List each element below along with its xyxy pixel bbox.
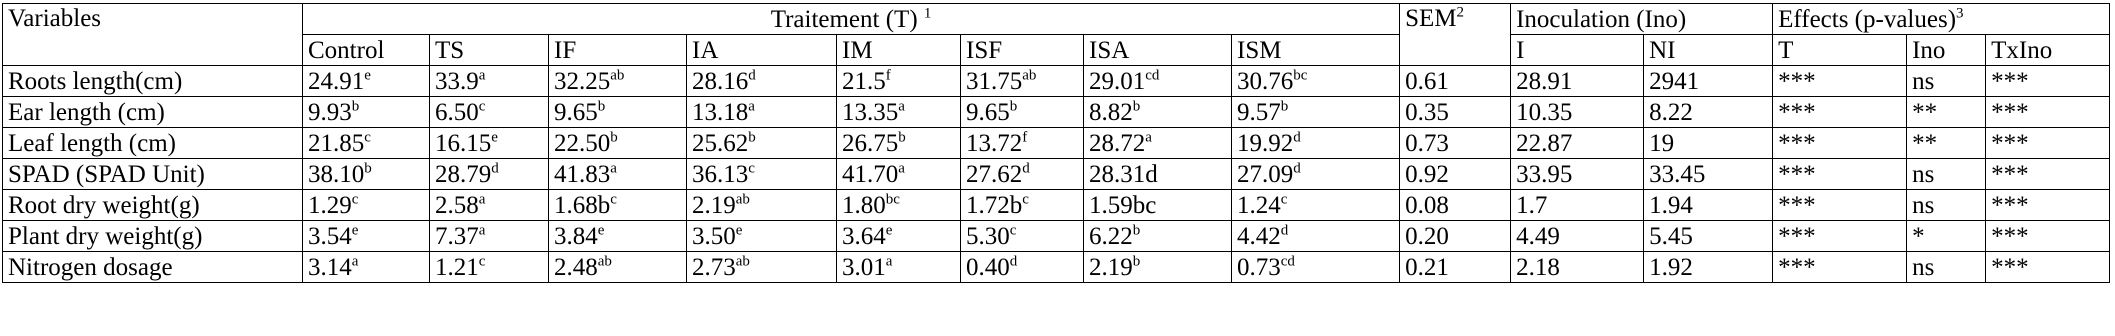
significance-letters: a	[898, 160, 905, 177]
effect-t-cell: ***	[1773, 221, 1907, 252]
significance-letters: a	[610, 160, 617, 177]
effect-txino-cell: ***	[1986, 252, 2110, 283]
col-header-ts: TS	[430, 35, 549, 66]
significance-letters: c	[478, 98, 486, 115]
treatment-mean: 41.83	[554, 160, 611, 188]
treatment-mean: 28.72	[1089, 129, 1146, 157]
significance-letters: c	[748, 160, 755, 177]
effects-footnote-marker: 3	[1956, 5, 1964, 22]
treatment-mean: 13.35	[842, 98, 899, 126]
col-header-effect-t: T	[1773, 35, 1907, 66]
effect-t-cell: ***	[1773, 159, 1907, 190]
treatment-mean: 5.30	[966, 222, 1010, 250]
significance-letters: a	[1145, 129, 1152, 146]
treatment-value-cell	[687, 97, 837, 128]
treatment-value-cell	[303, 252, 430, 283]
treatment-value-cell	[837, 97, 961, 128]
sem-cell: 0.35	[1400, 97, 1511, 128]
significance-letters: b	[1009, 98, 1018, 115]
treatment-group-label: Traitement (T)	[770, 5, 918, 33]
variables-header: Variables	[3, 4, 303, 66]
significance-letters: f	[885, 67, 891, 84]
treatment-mean: 3.01	[842, 253, 886, 281]
treatment-mean: 31.75	[966, 67, 1023, 95]
treatment-value-cell	[837, 66, 961, 97]
sem-footnote-marker: 2	[1456, 4, 1464, 21]
treatment-value-cell	[1084, 66, 1232, 97]
non-inoculated-cell: 19	[1644, 128, 1773, 159]
inoculated-cell: 33.95	[1511, 159, 1644, 190]
treatment-mean: 0.40	[966, 253, 1010, 281]
significance-letters: b	[1132, 98, 1141, 115]
treatment-value-cell	[687, 159, 837, 190]
treatment-mean: 3.14	[308, 253, 352, 281]
effects-group-header	[1773, 4, 2110, 35]
treatment-value-cell	[961, 66, 1084, 97]
inoculated-cell: 22.87	[1511, 128, 1644, 159]
treatment-value-cell	[687, 128, 837, 159]
significance-letters: d	[1022, 160, 1030, 177]
treatment-mean: 22.50	[554, 129, 611, 157]
treatment-value-cell	[303, 190, 430, 221]
treatment-mean: 9.65	[966, 98, 1010, 126]
header-row-2	[3, 35, 2110, 66]
treatment-mean: 41.70	[842, 160, 899, 188]
treatment-footnote-marker: 1	[923, 5, 932, 22]
significance-letters: a	[885, 253, 893, 270]
significance-letters: f	[1022, 129, 1028, 146]
treatment-mean: 2.19	[692, 191, 736, 219]
effect-txino-cell: ***	[1986, 66, 2110, 97]
sem-cell: 0.20	[1400, 221, 1511, 252]
significance-letters: c	[478, 253, 486, 270]
effect-ino-cell: **	[1907, 128, 1986, 159]
treatment-mean: 7.37	[435, 222, 479, 250]
treatment-mean: 1.29	[308, 191, 352, 219]
significance-letters: d	[1293, 129, 1301, 146]
treatment-value-cell	[1084, 252, 1232, 283]
significance-letters: a	[478, 67, 486, 84]
effect-ino-cell: ns	[1907, 190, 1986, 221]
effect-ino-cell: ns	[1907, 159, 1986, 190]
significance-letters: cd	[1145, 67, 1160, 84]
table-row	[3, 66, 2110, 97]
treatment-mean: 3.84	[554, 222, 598, 250]
inoculated-cell: 2.18	[1511, 252, 1644, 283]
effect-txino-cell: ***	[1986, 190, 2110, 221]
treatment-mean: 1.68b	[554, 191, 611, 219]
treatment-mean: 9.93	[308, 98, 352, 126]
treatment-value-cell	[687, 252, 837, 283]
treatment-value-cell	[549, 159, 687, 190]
treatment-value-cell	[1232, 252, 1400, 283]
col-header-isa: ISA	[1084, 35, 1232, 66]
header-row-1	[3, 4, 2110, 35]
treatment-group-header	[303, 4, 1400, 35]
treatment-value-cell	[961, 221, 1084, 252]
treatment-mean: 6.22	[1089, 222, 1133, 250]
treatment-mean: 25.62	[692, 129, 749, 157]
treatment-value-cell	[303, 159, 430, 190]
treatment-value-cell	[687, 66, 837, 97]
treatment-value-cell	[961, 128, 1084, 159]
sem-cell: 0.73	[1400, 128, 1511, 159]
significance-letters: b	[351, 98, 360, 115]
treatment-mean: 13.18	[692, 98, 749, 126]
non-inoculated-cell: 1.92	[1644, 252, 1773, 283]
treatment-value-cell	[687, 190, 837, 221]
effect-t-cell: ***	[1773, 252, 1907, 283]
treatment-value-cell	[549, 221, 687, 252]
significance-letters: b	[597, 98, 606, 115]
variable-cell: Plant dry weight(g)	[3, 221, 303, 252]
treatment-mean: 2.58	[435, 191, 479, 219]
sem-cell: 0.21	[1400, 252, 1511, 283]
effect-ino-cell: ns	[1907, 66, 1986, 97]
col-header-ism: ISM	[1232, 35, 1400, 66]
treatment-value-cell	[303, 221, 430, 252]
treatment-value-cell	[837, 190, 961, 221]
significance-letters: b	[364, 160, 372, 177]
significance-letters: ab	[1022, 67, 1037, 84]
significance-letters: a	[898, 98, 905, 115]
treatment-mean: 28.16	[692, 67, 749, 95]
treatment-mean: 33.9	[435, 67, 479, 95]
effect-t-cell: ***	[1773, 190, 1907, 221]
significance-letters: ab	[735, 253, 750, 270]
treatment-value-cell	[430, 66, 549, 97]
effect-t-cell: ***	[1773, 66, 1907, 97]
treatment-mean: 1.72b	[966, 191, 1023, 219]
treatment-value-cell	[837, 252, 961, 283]
treatment-value-cell	[837, 159, 961, 190]
treatment-value-cell	[1232, 221, 1400, 252]
treatment-value-cell	[1232, 128, 1400, 159]
treatment-value-cell	[549, 190, 687, 221]
variable-cell: Ear length (cm)	[3, 97, 303, 128]
table-row	[3, 128, 2110, 159]
significance-letters: b	[1132, 253, 1141, 270]
significance-letters: e	[491, 129, 498, 146]
treatment-value-cell	[1084, 128, 1232, 159]
treatment-value-cell	[961, 97, 1084, 128]
treatment-mean: 4.42	[1237, 222, 1281, 250]
treatment-mean: 1.59bc	[1089, 191, 1157, 219]
treatment-mean: 27.09	[1237, 160, 1294, 188]
treatment-mean: 9.65	[554, 98, 598, 126]
significance-letters: bc	[1293, 67, 1308, 84]
treatment-mean: 13.72	[966, 129, 1023, 157]
significance-letters: d	[1280, 222, 1289, 239]
inoculated-cell: 4.49	[1511, 221, 1644, 252]
significance-letters: ab	[735, 191, 750, 208]
treatment-mean: 2.73	[692, 253, 736, 281]
significance-letters: b	[1132, 222, 1141, 239]
treatment-value-cell	[1084, 190, 1232, 221]
effect-txino-cell: ***	[1986, 97, 2110, 128]
treatment-value-cell	[1084, 159, 1232, 190]
col-header-i: I	[1511, 35, 1644, 66]
treatment-mean: 21.85	[308, 129, 365, 157]
significance-letters: c	[610, 191, 617, 208]
treatment-mean: 3.54	[308, 222, 352, 250]
variable-cell: Roots length(cm)	[3, 66, 303, 97]
col-header-ia: IA	[687, 35, 837, 66]
table-row	[3, 97, 2110, 128]
significance-letters: a	[478, 222, 486, 239]
significance-letters: d	[748, 67, 756, 84]
treatment-mean: 1.24	[1237, 191, 1281, 219]
treatment-mean: 1.21	[435, 253, 479, 281]
treatment-value-cell	[1232, 190, 1400, 221]
treatment-value-cell	[430, 221, 549, 252]
treatment-value-cell	[961, 252, 1084, 283]
effect-txino-cell: ***	[1986, 221, 2110, 252]
significance-letters: c	[1280, 191, 1288, 208]
treatment-mean: 9.57	[1237, 98, 1281, 126]
significance-letters: b	[610, 129, 618, 146]
effect-ino-cell: ns	[1907, 252, 1986, 283]
treatment-mean: 28.31d	[1089, 160, 1158, 188]
inoculated-cell: 28.91	[1511, 66, 1644, 97]
significance-letters: a	[351, 253, 359, 270]
significance-letters: b	[748, 129, 756, 146]
variable-cell: Leaf length (cm)	[3, 128, 303, 159]
significance-letters: e	[351, 222, 359, 239]
treatment-value-cell	[961, 159, 1084, 190]
significance-letters: c	[1022, 191, 1029, 208]
col-header-ni: NI	[1644, 35, 1773, 66]
sem-label: SEM	[1405, 5, 1457, 32]
significance-letters: ab	[597, 253, 612, 270]
treatment-value-cell	[961, 190, 1084, 221]
table-row	[3, 252, 2110, 283]
treatment-value-cell	[549, 252, 687, 283]
treatment-value-cell	[549, 66, 687, 97]
treatment-mean: 29.01	[1089, 67, 1146, 95]
treatment-value-cell	[303, 66, 430, 97]
treatment-value-cell	[430, 190, 549, 221]
treatment-mean: 8.82	[1089, 98, 1133, 126]
significance-letters: c	[364, 129, 371, 146]
col-header-control: Control	[303, 35, 430, 66]
treatment-value-cell	[430, 252, 549, 283]
treatment-value-cell	[1232, 159, 1400, 190]
inoculated-cell: 10.35	[1511, 97, 1644, 128]
treatment-value-cell	[1084, 221, 1232, 252]
treatment-mean: 30.76	[1237, 67, 1294, 95]
treatment-mean: 28.79	[435, 160, 492, 188]
treatment-value-cell	[1084, 97, 1232, 128]
table-body	[3, 66, 2110, 283]
non-inoculated-cell: 2941	[1644, 66, 1773, 97]
treatment-value-cell	[303, 128, 430, 159]
significance-letters: ab	[610, 67, 625, 84]
significance-letters: a	[748, 98, 755, 115]
treatment-mean: 24.91	[308, 67, 365, 95]
treatment-mean: 21.5	[842, 67, 886, 95]
significance-letters: b	[1280, 98, 1289, 115]
col-header-isf: ISF	[961, 35, 1084, 66]
col-header-im: IM	[837, 35, 961, 66]
treatment-mean: 38.10	[308, 160, 365, 188]
effect-txino-cell: ***	[1986, 128, 2110, 159]
significance-letters: bc	[885, 191, 900, 208]
treatment-value-cell	[687, 221, 837, 252]
significance-letters: c	[1009, 222, 1017, 239]
significance-letters: e	[364, 67, 371, 84]
non-inoculated-cell: 5.45	[1644, 221, 1773, 252]
col-header-effect-ino: Ino	[1907, 35, 1986, 66]
sem-cell: 0.92	[1400, 159, 1511, 190]
table-row	[3, 221, 2110, 252]
sem-header	[1400, 4, 1511, 66]
treatment-mean: 26.75	[842, 129, 899, 157]
effect-t-cell: ***	[1773, 97, 1907, 128]
treatment-mean: 0.73	[1237, 253, 1281, 281]
significance-letters: c	[351, 191, 359, 208]
treatment-value-cell	[430, 97, 549, 128]
treatment-mean: 19.92	[1237, 129, 1294, 157]
treatment-value-cell	[1232, 97, 1400, 128]
significance-letters: b	[898, 129, 906, 146]
significance-letters: d	[1009, 253, 1018, 270]
col-header-if: IF	[549, 35, 687, 66]
treatment-value-cell	[549, 97, 687, 128]
treatment-value-cell	[430, 159, 549, 190]
treatment-mean: 32.25	[554, 67, 611, 95]
significance-letters: a	[478, 191, 486, 208]
effects-group-label: Effects (p-values)	[1778, 5, 1957, 33]
treatment-value-cell	[549, 128, 687, 159]
sem-cell: 0.08	[1400, 190, 1511, 221]
significance-letters: d	[491, 160, 499, 177]
results-table	[2, 3, 2110, 283]
non-inoculated-cell: 33.45	[1644, 159, 1773, 190]
inoculated-cell: 1.7	[1511, 190, 1644, 221]
treatment-value-cell	[430, 128, 549, 159]
treatment-mean: 16.15	[435, 129, 492, 157]
treatment-value-cell	[1232, 66, 1400, 97]
effect-ino-cell: **	[1907, 97, 1986, 128]
treatment-value-cell	[837, 128, 961, 159]
treatment-mean: 2.19	[1089, 253, 1133, 281]
non-inoculated-cell: 1.94	[1644, 190, 1773, 221]
effect-txino-cell: ***	[1986, 159, 2110, 190]
treatment-mean: 1.80	[842, 191, 886, 219]
table-row	[3, 190, 2110, 221]
sem-cell: 0.61	[1400, 66, 1511, 97]
significance-letters: e	[885, 222, 893, 239]
treatment-mean: 6.50	[435, 98, 479, 126]
significance-letters: e	[597, 222, 605, 239]
treatment-mean: 3.50	[692, 222, 736, 250]
table-row	[3, 159, 2110, 190]
treatment-mean: 36.13	[692, 160, 749, 188]
treatment-mean: 27.62	[966, 160, 1023, 188]
significance-letters: d	[1293, 160, 1301, 177]
inoculation-group-header: Inoculation (Ino)	[1511, 4, 1773, 35]
effect-ino-cell: *	[1907, 221, 1986, 252]
variable-cell: Root dry weight(g)	[3, 190, 303, 221]
significance-letters: e	[735, 222, 743, 239]
variable-cell: Nitrogen dosage	[3, 252, 303, 283]
significance-letters: cd	[1280, 253, 1295, 270]
treatment-mean: 3.64	[842, 222, 886, 250]
non-inoculated-cell: 8.22	[1644, 97, 1773, 128]
treatment-value-cell	[303, 97, 430, 128]
treatment-value-cell	[837, 221, 961, 252]
effect-t-cell: ***	[1773, 128, 1907, 159]
col-header-effect-txino: TxIno	[1986, 35, 2110, 66]
treatment-mean: 2.48	[554, 253, 598, 281]
variable-cell: SPAD (SPAD Unit)	[3, 159, 303, 190]
